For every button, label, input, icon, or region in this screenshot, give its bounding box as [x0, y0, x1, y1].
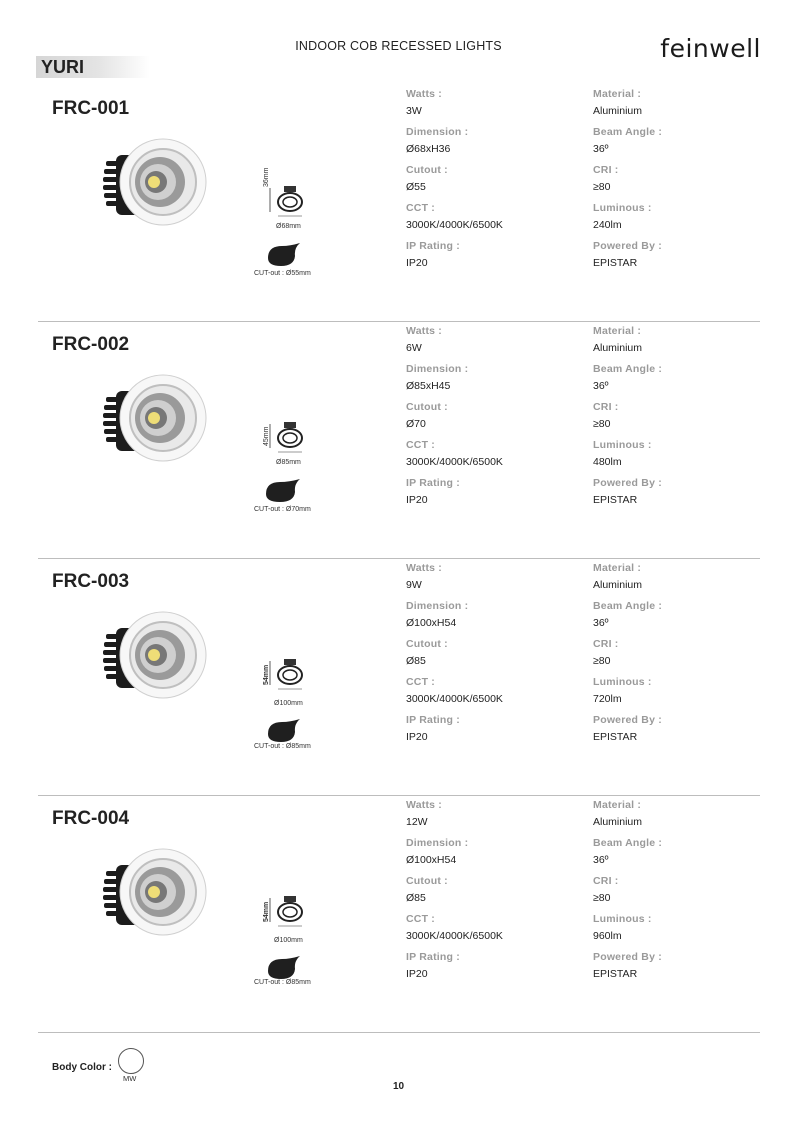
product-frc-002 [0, 321, 797, 558]
spec-value-cri: ≥80 [593, 655, 611, 667]
spec-label-dimension: Dimension : [406, 600, 469, 612]
spec-label-watts: Watts : [406, 799, 443, 811]
spec-label-powered-by: Powered By : [593, 714, 662, 726]
spec-value-beam-angle: 36º [593, 617, 609, 629]
spec-value-cct: 3000K/4000K/6500K [406, 456, 503, 468]
spec-label-ip: IP Rating : [406, 714, 460, 726]
white-swatch-icon [118, 1048, 144, 1074]
brand-logo: feinwell [660, 34, 761, 63]
spec-value-beam-angle: 36º [593, 143, 609, 155]
spec-value-material: Aluminium [593, 816, 643, 828]
spec-value-material: Aluminium [593, 105, 643, 117]
product-code: FRC-001 [52, 98, 130, 119]
spec-label-material: Material : [593, 88, 642, 100]
spec-value-powered-by: EPISTAR [593, 731, 638, 743]
downlight-photo-icon [100, 604, 212, 712]
spec-label-cri: CRI : [593, 875, 619, 887]
spec-label-cct: CCT : [406, 913, 435, 925]
spec-value-cct: 3000K/4000K/6500K [406, 930, 503, 942]
spec-label-ip: IP Rating : [406, 477, 460, 489]
spec-value-beam-angle: 36º [593, 854, 609, 866]
cutout-shape-icon [266, 955, 302, 981]
spec-label-cri: CRI : [593, 638, 619, 650]
spec-value-dimension: Ø85xH45 [406, 380, 451, 392]
spec-label-cutout: Cutout : [406, 164, 448, 176]
spec-value-cutout: Ø85 [406, 892, 426, 904]
downlight-photo-icon [100, 367, 212, 475]
cutout-label: CUT-out : Ø85mm [254, 743, 311, 750]
spec-label-dimension: Dimension : [406, 126, 469, 138]
spec-label-luminous: Luminous : [593, 913, 652, 925]
spec-label-beam-angle: Beam Angle : [593, 363, 663, 375]
product-code: FRC-004 [52, 808, 130, 829]
product-code: FRC-003 [52, 571, 130, 592]
spec-label-beam-angle: Beam Angle : [593, 126, 663, 138]
spec-value-ip: IP20 [406, 968, 428, 980]
spec-value-powered-by: EPISTAR [593, 968, 638, 980]
spec-label-cutout: Cutout : [406, 401, 448, 413]
spec-value-watts: 6W [406, 342, 422, 354]
cutout-label: CUT-out : Ø55mm [254, 270, 311, 277]
spec-label-cutout: Cutout : [406, 875, 448, 887]
spec-value-material: Aluminium [593, 342, 643, 354]
spec-label-material: Material : [593, 325, 642, 337]
height-label: 54mm [263, 901, 270, 922]
spec-value-dimension: Ø100xH54 [406, 854, 457, 866]
body-color-label: Body Color : [52, 1062, 112, 1073]
spec-label-beam-angle: Beam Angle : [593, 837, 663, 849]
spec-value-ip: IP20 [406, 731, 428, 743]
diameter-label: Ø85mm [276, 459, 301, 466]
spec-value-cri: ≥80 [593, 892, 611, 904]
divider [38, 1032, 760, 1033]
spec-label-beam-angle: Beam Angle : [593, 600, 663, 612]
divider [38, 321, 760, 322]
cutout-shape-icon [264, 478, 302, 504]
body-color-name: MW [123, 1074, 137, 1083]
spec-value-cutout: Ø55 [406, 181, 426, 193]
spec-label-luminous: Luminous : [593, 202, 652, 214]
height-label: 54mm [263, 664, 270, 685]
cutout-label: CUT-out : Ø70mm [254, 506, 311, 513]
spec-label-dimension: Dimension : [406, 837, 469, 849]
height-label: 45mm [263, 426, 270, 446]
spec-value-cutout: Ø85 [406, 655, 426, 667]
spec-label-cutout: Cutout : [406, 638, 448, 650]
spec-value-watts: 9W [406, 579, 422, 591]
spec-value-material: Aluminium [593, 579, 643, 591]
spec-label-ip: IP Rating : [406, 240, 460, 252]
spec-label-cct: CCT : [406, 202, 435, 214]
spec-value-watts: 12W [406, 816, 428, 828]
diameter-label: Ø100mm [274, 700, 303, 707]
product-frc-001 [0, 85, 797, 322]
spec-label-material: Material : [593, 799, 642, 811]
page-header-title: INDOOR COB RECESSED LIGHTS [295, 39, 502, 53]
spec-value-ip: IP20 [406, 257, 428, 269]
spec-label-cri: CRI : [593, 164, 619, 176]
series-name: YURI [41, 57, 85, 77]
spec-label-cct: CCT : [406, 676, 435, 688]
spec-value-powered-by: EPISTAR [593, 494, 638, 506]
diameter-label: Ø100mm [274, 937, 303, 944]
downlight-photo-icon [100, 841, 212, 949]
spec-value-cct: 3000K/4000K/6500K [406, 693, 503, 705]
spec-value-luminous: 720lm [593, 693, 622, 705]
cutout-shape-icon [266, 718, 302, 744]
spec-value-cutout: Ø70 [406, 418, 426, 430]
product-frc-003 [0, 558, 797, 795]
spec-label-watts: Watts : [406, 88, 443, 100]
spec-label-watts: Watts : [406, 325, 443, 337]
spec-label-watts: Watts : [406, 562, 443, 574]
divider [38, 795, 760, 796]
spec-value-beam-angle: 36º [593, 380, 609, 392]
diameter-label: Ø68mm [276, 223, 301, 230]
series-tab [36, 56, 150, 78]
spec-value-cct: 3000K/4000K/6500K [406, 219, 503, 231]
downlight-photo-icon [100, 131, 212, 239]
spec-value-dimension: Ø100xH54 [406, 617, 457, 629]
spec-value-luminous: 480lm [593, 456, 622, 468]
cutout-label: CUT-out : Ø85mm [254, 979, 311, 986]
height-label: 36mm [263, 167, 270, 187]
spec-value-cri: ≥80 [593, 418, 611, 430]
spec-label-powered-by: Powered By : [593, 240, 662, 252]
spec-value-dimension: Ø68xH36 [406, 143, 451, 155]
cutout-shape-icon [266, 242, 302, 268]
spec-label-powered-by: Powered By : [593, 951, 662, 963]
spec-label-dimension: Dimension : [406, 363, 469, 375]
spec-value-luminous: 960lm [593, 930, 622, 942]
spec-label-material: Material : [593, 562, 642, 574]
spec-value-ip: IP20 [406, 494, 428, 506]
spec-label-ip: IP Rating : [406, 951, 460, 963]
spec-label-powered-by: Powered By : [593, 477, 662, 489]
spec-label-luminous: Luminous : [593, 676, 652, 688]
spec-value-luminous: 240lm [593, 219, 622, 231]
spec-label-luminous: Luminous : [593, 439, 652, 451]
spec-value-cri: ≥80 [593, 181, 611, 193]
page-number: 10 [392, 1081, 405, 1092]
divider [38, 558, 760, 559]
spec-value-watts: 3W [406, 105, 422, 117]
spec-label-cct: CCT : [406, 439, 435, 451]
spec-label-cri: CRI : [593, 401, 619, 413]
product-frc-004 [0, 795, 797, 1032]
product-code: FRC-002 [52, 334, 130, 355]
spec-value-powered-by: EPISTAR [593, 257, 638, 269]
